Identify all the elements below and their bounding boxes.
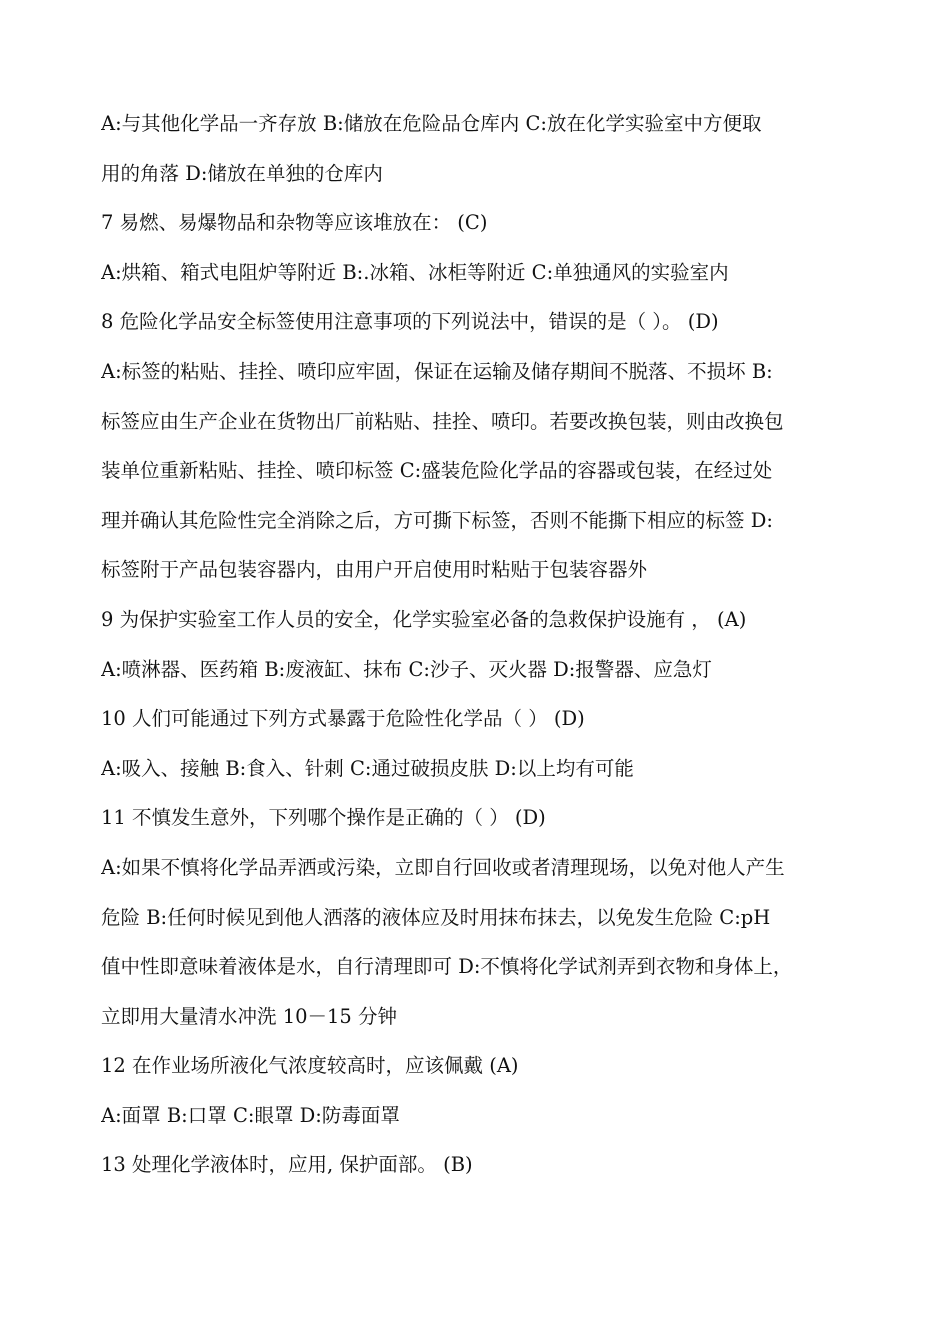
text-line: A:与其他化学品一齐存放 B:储放在危险品仓库内 C:放在化学实验室中方便取 [101,112,762,135]
question-11: 11 不慎发生意外，下列哪个操作是正确的（ ） (D) [101,806,546,830]
question-8-options: A:标签的粘贴、挂拴、喷印应牢固，保证在运输及储存期间不脱落、不损坏 B: [101,359,773,383]
text-line: 值中性即意味着液体是水，自行清理即可 D:不慎将化学试剂弄到衣物和身体上， [101,955,793,979]
text-line: 用的角落 D:储放在单独的仓库内 [101,161,383,185]
question-13: 13 处理化学液体时，应用, 保护面部。 (B) [101,1153,473,1177]
question-12: 12 在作业场所液化气浓度较高时，应该佩戴 (A) [101,1054,519,1078]
question-8: 8 危险化学品安全标签使用注意事项的下列说法中，错误的是（ ）。 (D) [101,310,719,334]
question-11-options: A:如果不慎将化学品弄洒或污染，立即自行回收或者清理现场，以免对他人产生 [101,855,785,879]
text-line: 标签附于产品包装容器内，由用户开启使用时粘贴于包装容器外 [101,558,648,582]
question-12-options: A:面罩 B:口罩 C:眼罩 D:防毒面罩 [101,1103,400,1127]
question-9: 9 为保护实验室工作人员的安全，化学实验室必备的急救保护设施有 ， (A) [101,607,747,631]
question-7: 7 易燃、易爆物品和杂物等应该堆放在： (C) [101,211,488,235]
question-7-options: A:烘箱、箱式电阻炉等附近 B:.冰箱、冰柜等附近 C:单独通风的实验室内 [101,260,729,284]
text-line: 立即用大量清水冲洗 10－15 分钟 [101,1004,398,1028]
text-line: 危险 B:任何时候见到他人洒落的液体应及时用抹布抹去，以免发生危险 C:pH [101,905,771,929]
question-10-options: A:吸入、接触 B:食入、针刺 C:通过破损皮肤 D:以上均有可能 [101,756,634,780]
document-body [101,99,837,1190]
question-9-options: A:喷淋器、医药箱 B:废液缸、抹布 C:沙子、灭火器 D:报警器、应急灯 [101,657,712,681]
text-line: 理并确认其危险性完全消除之后，方可撕下标签，否则不能撕下相应的标签 D: [101,508,773,532]
text-line: 标签应由生产企业在货物出厂前粘贴、挂拴、喷印。若要改换包装，则由改换包 [101,409,784,433]
text-line: 装单位重新粘贴、挂拴、喷印标签 C:盛装危险化学品的容器或包装，在经过处 [101,459,773,483]
question-10: 10 人们可能通过下列方式暴露于危险性化学品（ ） (D) [101,707,585,731]
